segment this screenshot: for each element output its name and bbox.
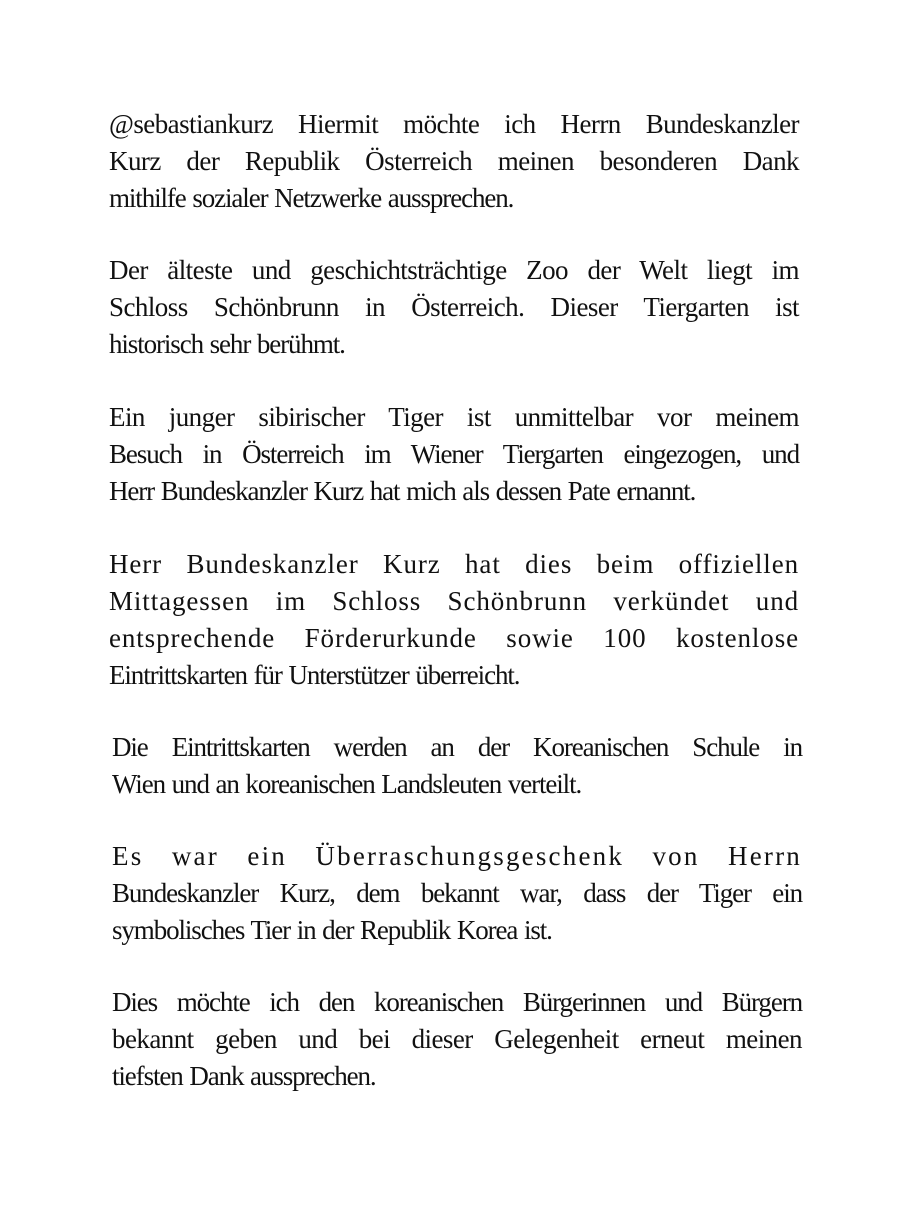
paragraph-2-line-3: historisch sehr berühmt. <box>109 329 345 359</box>
paragraph-5-line-2: Wien und an koreanischen Landsleuten verteilt. <box>112 769 582 799</box>
paragraph-4-line-2: Mittagessen im Schloss Schönbrunn verkündet und <box>109 586 799 616</box>
paragraph-6-line-1: Es war ein Überraschungsgeschenk von Herrn <box>112 841 802 871</box>
paragraph-4-line-1: Herr Bundeskanzler Kurz hat dies beim offiziellen <box>109 549 799 579</box>
paragraph-4-line-4: Eintrittskarten für Unterstützer überreicht. <box>109 660 520 690</box>
paragraph-7 <box>112 984 802 1095</box>
paragraph-1 <box>109 106 799 217</box>
paragraph-2-line-1: Der älteste und geschichtsträchtige Zoo der Welt liegt im <box>109 255 799 285</box>
paragraph-6-line-3: symbolisches Tier in der Republik Korea ist. <box>112 915 552 945</box>
paragraph-4-line-3: entsprechende Förderurkunde sowie 100 kostenlose <box>109 623 799 653</box>
paragraph-3-line-2: Besuch in Österreich im Wiener Tiergarten eingezogen, und <box>109 439 799 469</box>
paragraph-1-line-2: Kurz der Republik Österreich meinen besonderen Dank <box>109 146 799 176</box>
paragraph-7-line-3: tiefsten Dank aussprechen. <box>112 1061 376 1091</box>
paragraph-2-line-2: Schloss Schönbrunn in Österreich. Dieser Tiergarten ist <box>109 292 799 322</box>
paragraph-3-line-3: Herr Bundeskanzler Kurz hat mich als dessen Pate ernannt. <box>109 476 696 506</box>
paragraph-1-line-3: mithilfe sozialer Netzwerke aussprechen. <box>109 183 514 213</box>
paragraph-2 <box>109 252 799 363</box>
paragraph-5-line-1: Die Eintrittskarten werden an der Koreanischen Schule in <box>112 732 802 762</box>
paragraph-6-line-2: Bundeskanzler Kurz, dem bekannt war, dass der Tiger ein <box>112 878 802 908</box>
paragraph-4 <box>109 546 799 694</box>
paragraph-6 <box>112 838 802 949</box>
paragraph-1-line-1: @sebastiankurz Hiermit möchte ich Herrn Bundeskanzler <box>109 109 799 139</box>
paragraph-5 <box>112 729 802 803</box>
paragraph-7-line-1: Dies möchte ich den koreanischen Bürgerinnen und Bürgern <box>112 987 802 1017</box>
paragraph-3 <box>109 399 799 510</box>
paragraph-3-line-1: Ein junger sibirischer Tiger ist unmittelbar vor meinem <box>109 402 799 432</box>
paragraph-7-line-2: bekannt geben und bei dieser Gelegenheit erneut meinen <box>112 1024 802 1054</box>
